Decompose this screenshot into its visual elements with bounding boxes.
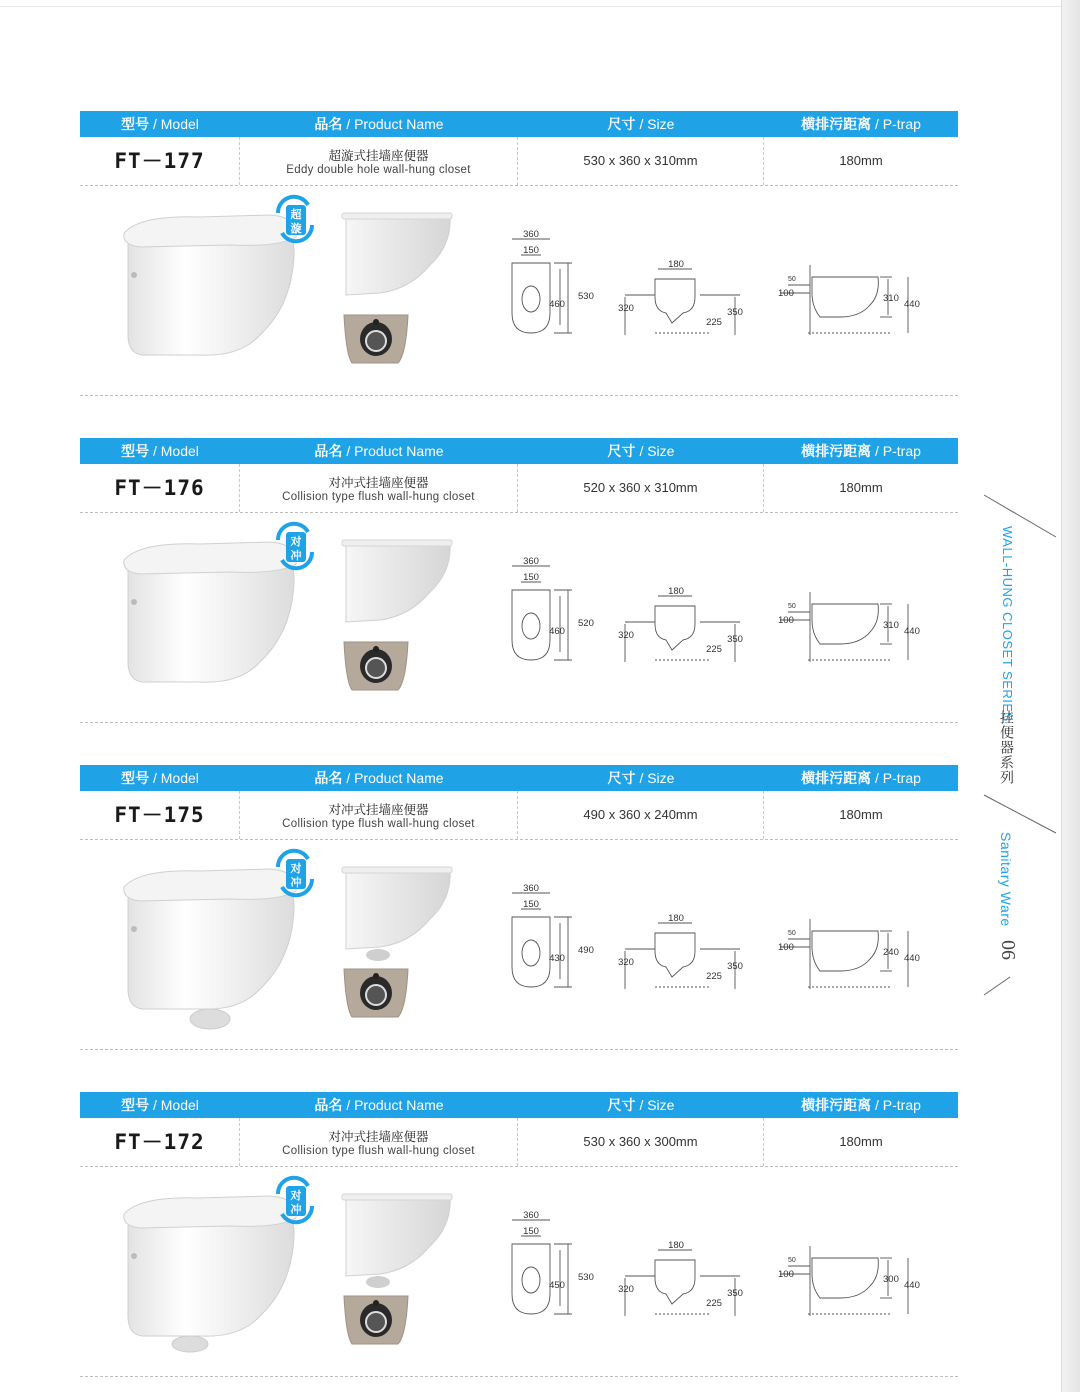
header-ptrap	[764, 765, 958, 791]
dim-depth-inner: 460	[549, 299, 565, 310]
series-en: WALL-HUNG CLOSET SERIES	[1000, 526, 1015, 722]
dim-depth-inner: 430	[549, 953, 565, 964]
badge-char-1: 对	[290, 535, 302, 548]
header-en: / Model	[152, 443, 199, 459]
header-model	[80, 765, 240, 791]
header-cn: 横排污距离	[801, 116, 872, 132]
header-product-name	[240, 438, 518, 464]
header-en: / P-trap	[874, 443, 921, 459]
header-en: / P-trap	[874, 770, 921, 786]
product-name-en: Collision type flush wall-hung closet	[282, 491, 475, 503]
header-en: / Model	[152, 1097, 199, 1113]
dim-width-inner: 150	[523, 572, 539, 583]
dim-width-inner: 150	[523, 245, 539, 256]
header-cn: 品名	[314, 443, 343, 459]
product-section	[80, 1092, 958, 1377]
model-number: FT－172	[80, 1118, 240, 1166]
dim-pipe-small: 50	[788, 276, 796, 283]
header-en: / P-trap	[874, 116, 921, 132]
dim-front-height: 320	[618, 957, 634, 968]
header-en: / Size	[639, 770, 675, 786]
header-cn: 型号	[121, 1097, 150, 1113]
top-view-drawing	[512, 893, 572, 987]
header-ptrap	[764, 438, 958, 464]
ptrap-distance: 180mm	[839, 153, 883, 168]
dim-pipe-small: 50	[788, 930, 796, 937]
dim-depth-outer: 520	[578, 618, 594, 629]
dim-width-top: 360	[523, 1210, 539, 1221]
dim-pipe-diameter: 100	[778, 288, 794, 299]
header-cn: 品名	[314, 1097, 343, 1113]
category-label: Sanitary Ware	[998, 832, 1014, 927]
badge-char-2: 漩	[290, 222, 302, 235]
dim-side-height: 310	[883, 620, 899, 631]
header-ptrap	[764, 1092, 958, 1118]
product-name-cn: 超漩式挂墙座便器	[328, 149, 429, 163]
table-header	[80, 765, 958, 791]
toilet-photo	[124, 542, 296, 682]
dim-front-height: 320	[618, 303, 634, 314]
table-row	[80, 464, 958, 513]
ptrap-distance: 180mm	[839, 480, 883, 495]
product-size: 530 x 360 x 300mm	[518, 1118, 764, 1166]
header-en: / Product Name	[346, 770, 444, 786]
header-cn: 尺寸	[607, 1097, 636, 1113]
dim-front-offset: 225	[706, 1298, 722, 1309]
header-model	[80, 111, 240, 137]
header-ptrap	[764, 111, 958, 137]
product-name-en: Collision type flush wall-hung closet	[282, 1145, 475, 1157]
dim-front-offset: 225	[706, 644, 722, 655]
header-cn: 横排污距离	[801, 770, 872, 786]
dim-front-height: 320	[618, 630, 634, 641]
table-row	[80, 791, 958, 840]
dim-front-total: 350	[727, 961, 743, 972]
dim-depth-outer: 530	[578, 1272, 594, 1283]
toilet-photo	[124, 1196, 296, 1352]
product-section	[80, 765, 958, 1050]
header-product-name	[240, 111, 518, 137]
page-edge	[1061, 0, 1080, 1392]
header-cn: 横排污距离	[801, 443, 872, 459]
dim-pipe-small: 50	[788, 603, 796, 610]
header-cn: 横排污距离	[801, 1097, 872, 1113]
header-cn: 尺寸	[607, 116, 636, 132]
section-divider	[80, 1376, 958, 1377]
dim-front-width: 180	[668, 586, 684, 597]
header-en: / P-trap	[874, 1097, 921, 1113]
badge-char-2: 冲	[290, 549, 302, 562]
dim-side-total: 440	[904, 626, 920, 637]
header-model	[80, 1092, 240, 1118]
product-illustration	[80, 1166, 958, 1376]
dim-front-offset: 225	[706, 971, 722, 982]
header-en: / Size	[639, 443, 675, 459]
header-product-name	[240, 1092, 518, 1118]
header-en: / Product Name	[346, 116, 444, 132]
dim-front-width: 180	[668, 259, 684, 270]
dim-pipe-diameter: 100	[778, 615, 794, 626]
product-name-en: Collision type flush wall-hung closet	[282, 818, 475, 830]
top-view-photo	[344, 969, 408, 1017]
product-name	[240, 791, 518, 839]
dim-depth-outer: 490	[578, 945, 594, 956]
product-size: 490 x 360 x 240mm	[518, 791, 764, 839]
dim-width-top: 360	[523, 229, 539, 240]
product-illustration	[80, 185, 958, 395]
header-size	[518, 1092, 764, 1118]
dim-width-inner: 150	[523, 1226, 539, 1237]
dim-side-total: 440	[904, 299, 920, 310]
table-header	[80, 1092, 958, 1118]
table-row	[80, 137, 958, 186]
product-name	[240, 137, 518, 185]
dim-side-height: 310	[883, 293, 899, 304]
section-divider	[80, 395, 958, 396]
table-header	[80, 438, 958, 464]
header-en: / Size	[639, 1097, 675, 1113]
dim-width-top: 360	[523, 556, 539, 567]
top-view-photo	[344, 642, 408, 690]
product-illustration	[80, 839, 958, 1049]
header-en: / Product Name	[346, 443, 444, 459]
header-cn: 品名	[314, 116, 343, 132]
model-number: FT－175	[80, 791, 240, 839]
page-number: 06	[997, 940, 1019, 960]
table-row	[80, 1118, 958, 1167]
product-name-cn: 对冲式挂墙座便器	[328, 476, 429, 490]
product-size: 530 x 360 x 310mm	[518, 137, 764, 185]
dim-front-total: 350	[727, 634, 743, 645]
badge-char-1: 对	[290, 1189, 302, 1202]
front-view-drawing	[625, 596, 740, 662]
header-en: / Model	[152, 770, 199, 786]
dim-front-width: 180	[668, 1240, 684, 1251]
header-cn: 品名	[314, 770, 343, 786]
top-view-drawing	[512, 566, 572, 660]
front-view-drawing	[625, 923, 740, 989]
top-view-drawing	[512, 239, 572, 333]
top-rule	[0, 6, 1062, 7]
product-section	[80, 111, 958, 396]
top-view-photo	[344, 315, 408, 363]
dim-side-height: 300	[883, 1274, 899, 1285]
badge-char-1: 对	[290, 862, 302, 875]
dim-front-total: 350	[727, 307, 743, 318]
top-view-drawing	[512, 1220, 572, 1314]
side-view-photo	[342, 540, 452, 622]
front-view-drawing	[625, 1250, 740, 1316]
badge-char-2: 冲	[290, 876, 302, 889]
section-divider	[80, 1049, 958, 1050]
series-cn: 挂便器系列	[999, 710, 1015, 785]
dim-depth-inner: 450	[549, 1280, 565, 1291]
dim-side-total: 440	[904, 953, 920, 964]
side-view-photo	[342, 1194, 452, 1288]
header-en: / Product Name	[346, 1097, 444, 1113]
header-cn: 型号	[121, 443, 150, 459]
dim-pipe-small: 50	[788, 1257, 796, 1264]
dim-front-offset: 225	[706, 317, 722, 328]
side-view-photo	[342, 867, 452, 961]
dim-depth-outer: 530	[578, 291, 594, 302]
header-size	[518, 111, 764, 137]
section-divider	[80, 722, 958, 723]
product-name-en: Eddy double hole wall-hung closet	[286, 164, 471, 176]
header-size	[518, 438, 764, 464]
header-cn: 尺寸	[607, 770, 636, 786]
front-view-drawing	[625, 269, 740, 335]
product-name-cn: 对冲式挂墙座便器	[328, 1130, 429, 1144]
dim-pipe-diameter: 100	[778, 1269, 794, 1280]
ptrap-distance: 180mm	[839, 1134, 883, 1149]
dim-front-height: 320	[618, 1284, 634, 1295]
header-cn: 型号	[121, 116, 150, 132]
top-view-photo	[344, 1296, 408, 1344]
side-view-photo	[342, 213, 452, 295]
header-cn: 型号	[121, 770, 150, 786]
dim-width-inner: 150	[523, 899, 539, 910]
dim-front-total: 350	[727, 1288, 743, 1299]
dim-pipe-diameter: 100	[778, 942, 794, 953]
badge-char-1: 超	[290, 208, 302, 221]
product-section	[80, 438, 958, 723]
product-name	[240, 1118, 518, 1166]
product-name-cn: 对冲式挂墙座便器	[328, 803, 429, 817]
product-illustration	[80, 512, 958, 722]
header-model	[80, 438, 240, 464]
dim-front-width: 180	[668, 913, 684, 924]
dim-side-height: 240	[883, 947, 899, 958]
model-number: FT－177	[80, 137, 240, 185]
header-en: / Size	[639, 116, 675, 132]
product-size: 520 x 360 x 310mm	[518, 464, 764, 512]
header-size	[518, 765, 764, 791]
product-name	[240, 464, 518, 512]
table-header	[80, 111, 958, 137]
header-en: / Model	[152, 116, 199, 132]
toilet-photo	[124, 869, 296, 1029]
dim-width-top: 360	[523, 883, 539, 894]
header-product-name	[240, 765, 518, 791]
dim-side-total: 440	[904, 1280, 920, 1291]
header-cn: 尺寸	[607, 443, 636, 459]
sidebar	[990, 500, 1040, 1020]
model-number: FT－176	[80, 464, 240, 512]
dim-depth-inner: 460	[549, 626, 565, 637]
badge-char-2: 冲	[290, 1203, 302, 1216]
toilet-photo	[124, 215, 296, 355]
ptrap-distance: 180mm	[839, 807, 883, 822]
